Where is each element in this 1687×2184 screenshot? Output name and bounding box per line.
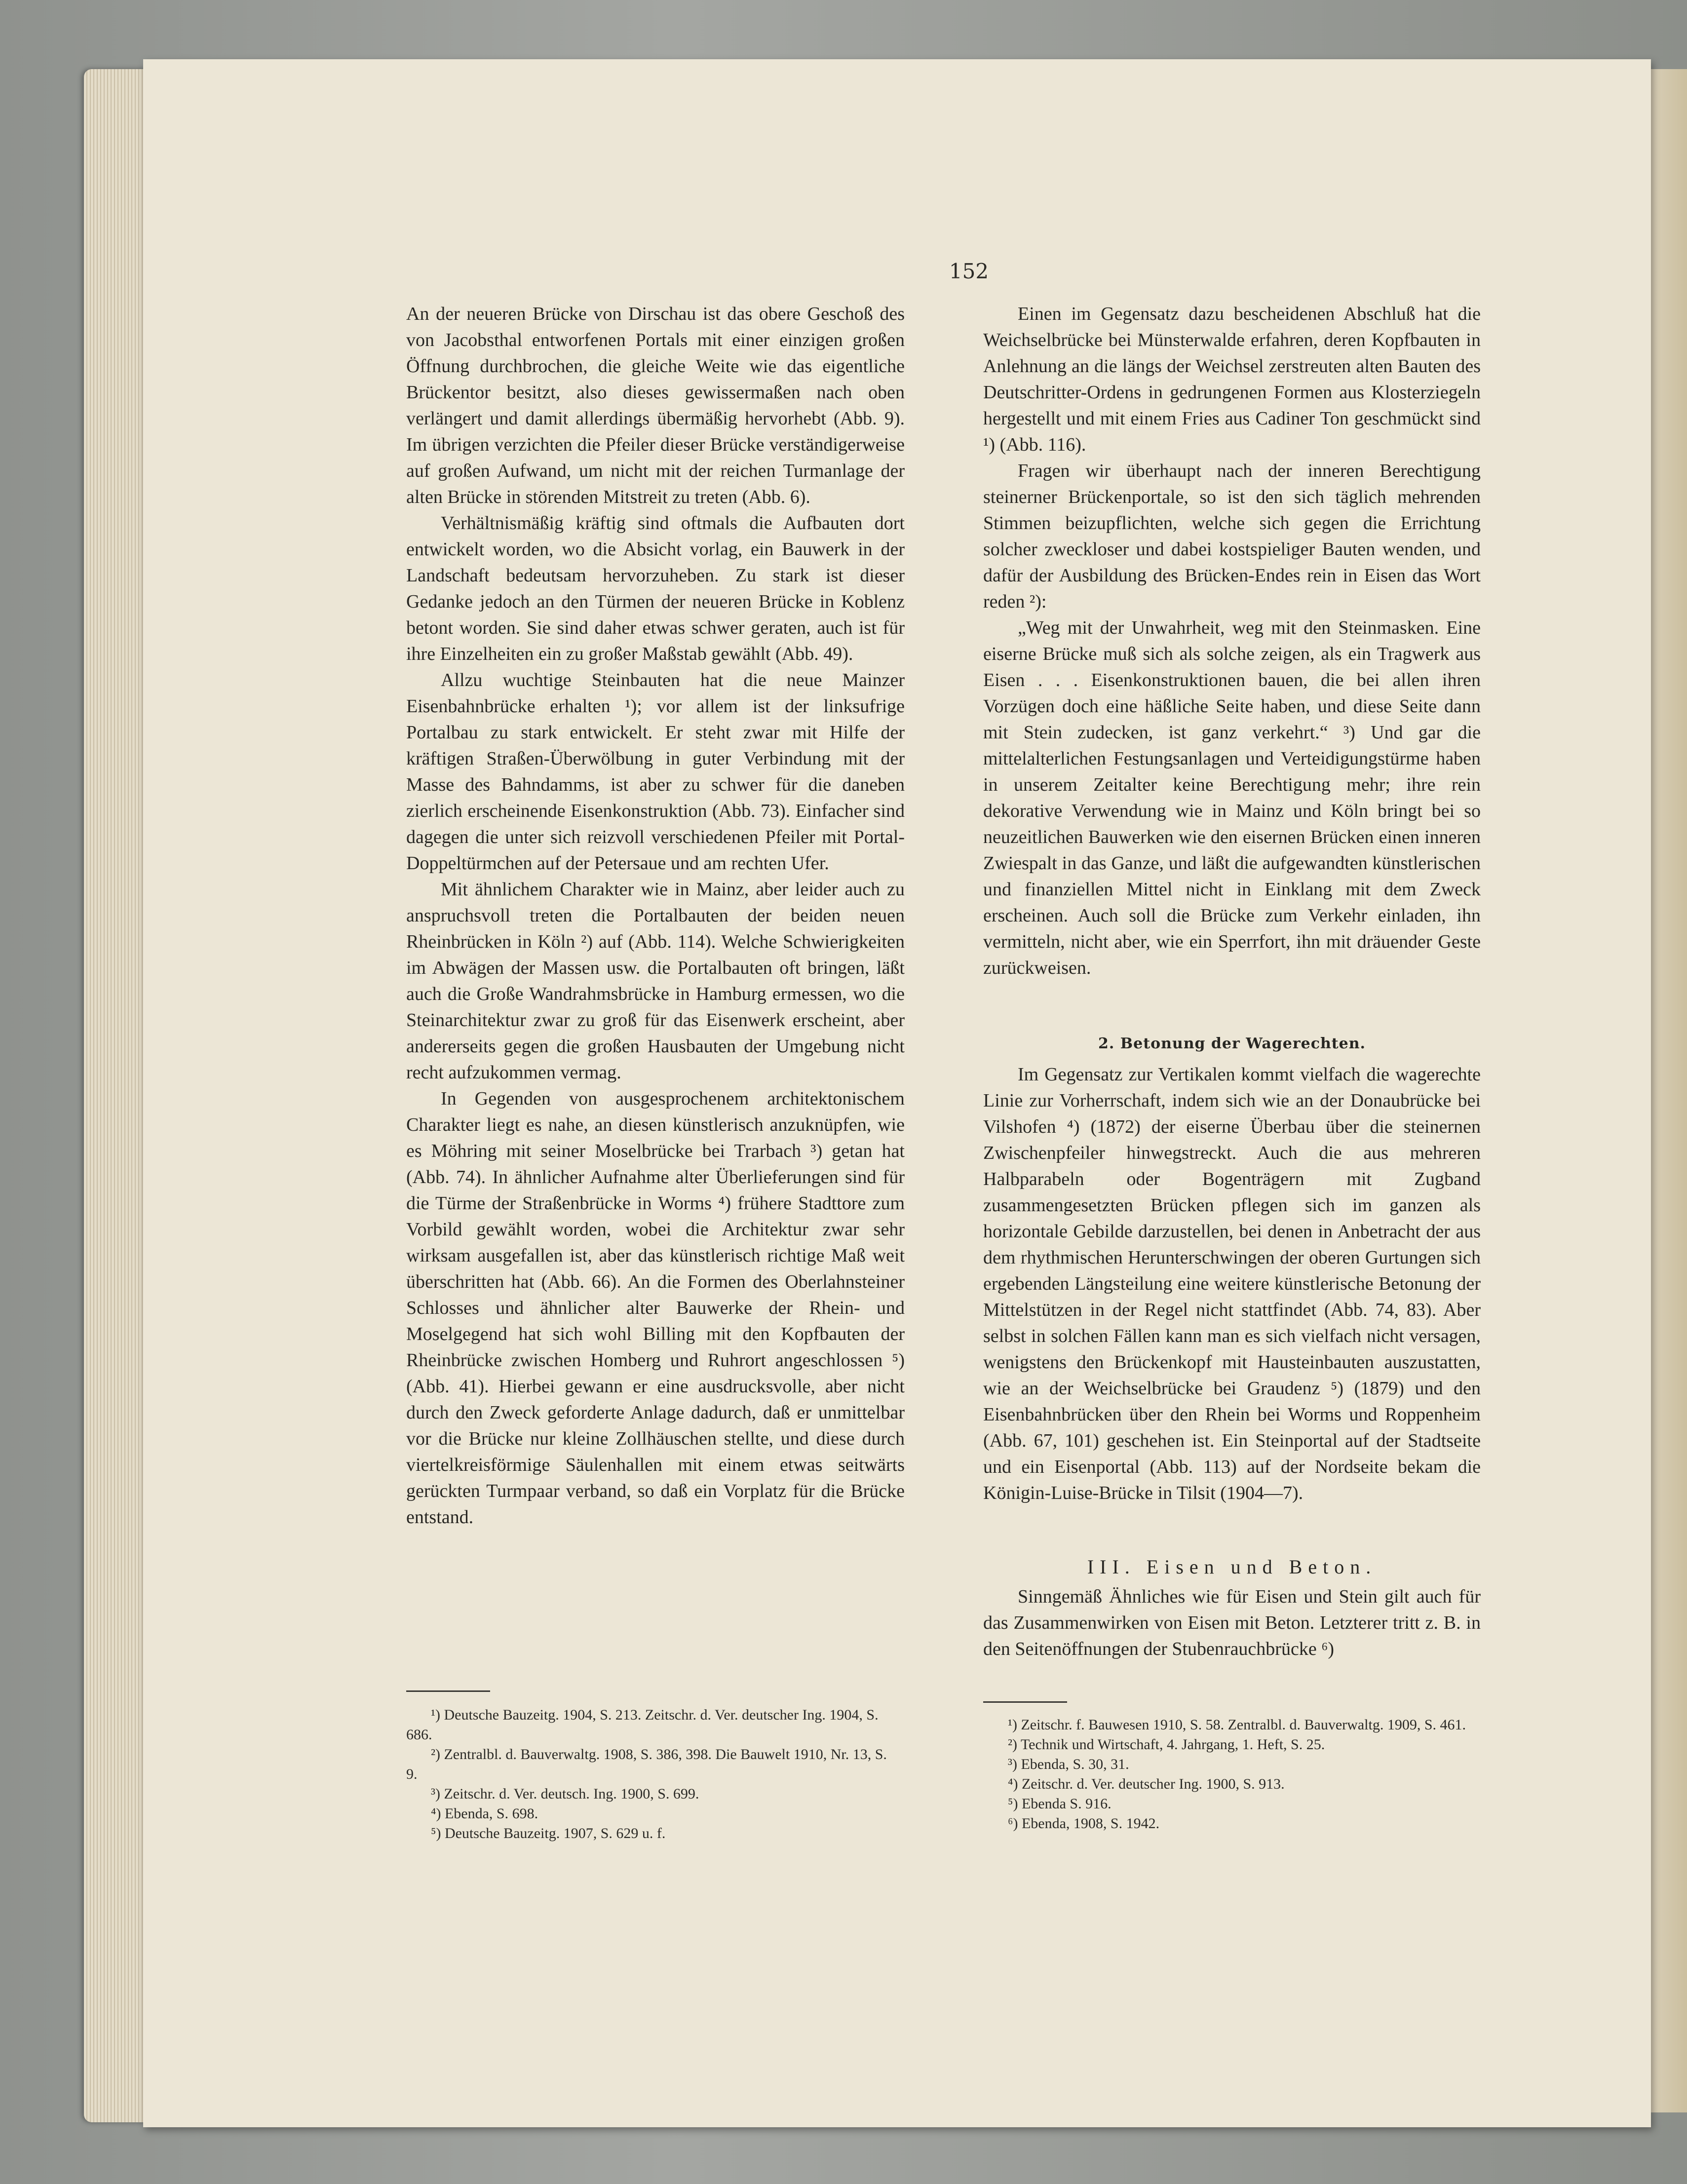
footnote: ⁴) Ebenda, S. 698. xyxy=(431,1805,538,1822)
footnote: ⁵) Ebenda S. 916. xyxy=(1008,1796,1112,1812)
right-text-column xyxy=(983,301,1481,1662)
chapter-heading: III. Eisen und Beton. xyxy=(1087,1556,1377,1578)
footnote-separator xyxy=(983,1701,1067,1703)
paragraph: An der neueren Brücke von Dirschau ist das obere Geschoß des von Jacobsthal entworfenen Portals mit einer einzigen großen Öffnung durchbrochen, die gleiche Weite wie das eigentliche Brückentor besitzt, also dieses gewissermaßen nach oben verlängert und damit allerdings übermäßig hervorhebt (Abb. 9). Im übrigen verzichten die Pfeiler dieser Brücke verständigerweise auf großen Aufwand, um nicht mit der reichen Turmanlage der alten Brücke in störenden Mitstreit zu treten (Abb. 6). xyxy=(406,304,905,507)
footnote: ¹) Deutsche Bauzeitg. 1904, S. 213. Zeitschr. d. Ver. deutscher Ing. 1904, S. 686. xyxy=(406,1707,879,1743)
footnote: ³) Zeitschr. d. Ver. deutsch. Ing. 1900, S. 699. xyxy=(431,1786,699,1802)
page-number: 152 xyxy=(949,259,989,283)
left-text-column xyxy=(406,301,905,1531)
footnote: ⁵) Deutsche Bauzeitg. 1907, S. 629 u. f. xyxy=(431,1825,666,1841)
section-heading: 2. Betonung der Wagerechten. xyxy=(1098,1035,1366,1052)
footnote: ⁶) Ebenda, 1908, S. 1942. xyxy=(1008,1815,1160,1832)
left-footnotes xyxy=(406,1705,900,1843)
paragraph: Einen im Gegensatz dazu bescheidenen Abschluß hat die Weichselbrücke bei Münsterwalde erfahren, deren Kopfbauten in Anlehnung an die längs der Weichsel zerstreuten alten Bauten des Deutschritter-Ordens in gedrungenen Formen aus Klosterziegeln hergestellt und mit einem Fries aus Cadiner Ton geschmückt sind ¹) (Abb. 116). xyxy=(983,304,1481,455)
footnote: ³) Ebenda, S. 30, 31. xyxy=(1008,1756,1129,1772)
paragraph: Fragen wir überhaupt nach der inneren Berechtigung steinerner Brückenportale, so ist den sich täglich mehrenden Stimmen beizupflichten, welche sich gegen die Errichtung solcher zweckloser und dabei kostspieliger Bauten wenden, und dafür der Ausbildung des Brücken-Endes rein in Eisen das Wort reden ²): xyxy=(983,460,1481,612)
right-footnotes xyxy=(983,1715,1482,1834)
facing-page-edge xyxy=(1649,69,1687,2112)
quotation-paragraph: „Weg mit der Unwahrheit, weg mit den Steinmasken. Eine eiserne Brücke muß sich als solche zeigen, als ein Tragwerk aus Eisen . . . Eisenkonstruktionen bauen, die bei allen ihren Vorzügen doch eine häßliche Seite haben, und diese Seite dann mit Stein zudecken, ist ganz verkehrt.“ ³) Und gar die mittelalterlichen Festungsanlagen und Verteidigungstürme haben in unserem Zeitalter keine Berechtigung mehr; ihre rein dekorative Verwendung wie in Mainz und Köln bringt bei so neuzeitlichen Bauwerken wie den eisernen Brücken einen inneren Zwiespalt in das Ganze, und läßt die aufgewandten künstlerischen und finanziellen Mittel nicht in Einklang mit dem Zweck erscheinen. Auch soll die Brücke zum Verkehr einladen, ihn vermitteln, nicht aber, wie ein Sperrfort, ihn mit dräuender Geste zurückweisen. xyxy=(983,617,1481,978)
footnote: ²) Technik und Wirtschaft, 4. Jahrgang, 1. Heft, S. 25. xyxy=(1008,1736,1325,1753)
footnote-separator xyxy=(406,1690,490,1692)
footnote: ²) Zentralbl. d. Bauverwaltg. 1908, S. 386, 398. Die Bauwelt 1910, Nr. 13, S. 9. xyxy=(406,1746,887,1782)
paragraph: Im Gegensatz zur Vertikalen kommt vielfach die wagerechte Linie zur Vorherrschaft, indem sich wie an der Donaubrücke bei Vilshofen ⁴) (1872) der eiserne Überbau über die steinernen Zwischenpfeiler hinwegstreckt. Auch die aus mehreren Halbparabeln oder Bogenträgern mit Zugband zusammengesetzten Brücken pflegen sich im ganzen als horizontale Gebilde darzustellen, bei denen in Anbetracht der aus dem rhythmischen Herunterschwingen der oberen Gurtungen sich ergebenden Längsteilung eine weitere künstlerische Betonung der Mittelstützen in der Regel nicht stattfindet (Abb. 74, 83). Aber selbst in solchen Fällen kann man es sich vielfach nicht versagen, wenigstens den Brückenkopf mit Hausteinbauten auszustatten, wie an der Weichselbrücke bei Graudenz ⁵) (1879) und den Eisenbahnbrücken über den Rhein bei Worms und Roppenheim (Abb. 67, 101) geschehen ist. Ein Steinportal auf der Stadtseite und ein Eisenportal (Abb. 113) auf der Nordseite bekam die Königin-Luise-Brücke in Tilsit (1904—7). xyxy=(983,1064,1481,1503)
footnote: ⁴) Zeitschr. d. Ver. deutscher Ing. 1900, S. 913. xyxy=(1008,1776,1285,1792)
paragraph: In Gegenden von ausgesprochenem architektonischem Charakter liegt es nahe, an diesen künstlerisch anzuknüpfen, wie es Möhring mit seiner Moselbrücke bei Trarbach ³) getan hat (Abb. 74). In ähnlicher Aufnahme alter Überlieferungen sind für die Türme der Straßenbrücke in Worms ⁴) frühere Stadttore zum Vorbild gewählt worden, wobei die Architektur zwar sehr wirksam ausgefallen ist, aber das künstlerisch richtige Maß weit überschritten hat (Abb. 66). An die Formen des Oberlahnsteiner Schlosses und ähnlicher alter Bauwerke der Rhein- und Moselgegend hat sich wohl Billing mit den Kopfbauten der Rheinbrücke zwischen Homberg und Ruhrort angeschlossen ⁵) (Abb. 41). Hierbei gewann er eine ausdrucksvolle, aber nicht durch den Zweck geforderte Anlage dadurch, daß er unmittelbar vor die Brücke nur kleine Zollhäuschen stellte, und diese durch viertelkreisförmige Säulenhallen mit einem etwas seitwärts gerückten Turmpaar verband, so daß ein Vorplatz für die Brücke entstand. xyxy=(406,1088,905,1528)
paragraph: Sinngemäß Ähnliches wie für Eisen und Stein gilt auch für das Zusammenwirken von Eisen mit Beton. Letzterer tritt z. B. in den Seitenöffnungen der Stubenrauchbrücke ⁶) xyxy=(983,1586,1481,1659)
paragraph: Allzu wuchtige Steinbauten hat die neue Mainzer Eisenbahnbrücke erhalten ¹); vor allem ist der linksufrige Portalbau zu stark entwickelt. Er steht zwar mit Hilfe der kräftigen Straßen-Überwölbung in guter Verbindung mit der Masse des Bahndamms, ist aber zu schwer für die daneben zierlich erscheinende Eisenkonstruktion (Abb. 73). Einfacher sind dagegen die unter sich reizvoll verschiedenen Pfeiler mit Portal-Doppeltürmchen auf der Petersaue und am rechten Ufer. xyxy=(406,670,905,874)
paragraph: Verhältnismäßig kräftig sind oftmals die Aufbauten dort entwickelt worden, wo die Absicht vorlag, ein Bauwerk in der Landschaft bedeutsam hervorzuheben. Zu stark ist dieser Gedanke jedoch an den Türmen der neueren Brücke in Koblenz betont worden. Sie sind daher etwas schwer geraten, auch ist für ihre Einzelheiten ein zu großer Maßstab gewählt (Abb. 49). xyxy=(406,513,905,664)
footnote: ¹) Zeitschr. f. Bauwesen 1910, S. 58. Zentralbl. d. Bauverwaltg. 1909, S. 461. xyxy=(1008,1717,1466,1733)
paragraph: Mit ähnlichem Charakter wie in Mainz, aber leider auch zu anspruchsvoll treten die Portalbauten der beiden neuen Rheinbrücken in Köln ²) auf (Abb. 114). Welche Schwierigkeiten im Abwägen der Massen usw. die Portalbauten oft bringen, läßt auch die Große Wandrahmsbrücke in Hamburg ermessen, wo die Steinarchitektur zwar zu groß für das Eisenwerk erscheint, aber andererseits gegen die großen Hausbauten der Umgebung nicht recht aufzukommen vermag. xyxy=(406,879,905,1083)
book-page-stack xyxy=(84,69,148,2122)
